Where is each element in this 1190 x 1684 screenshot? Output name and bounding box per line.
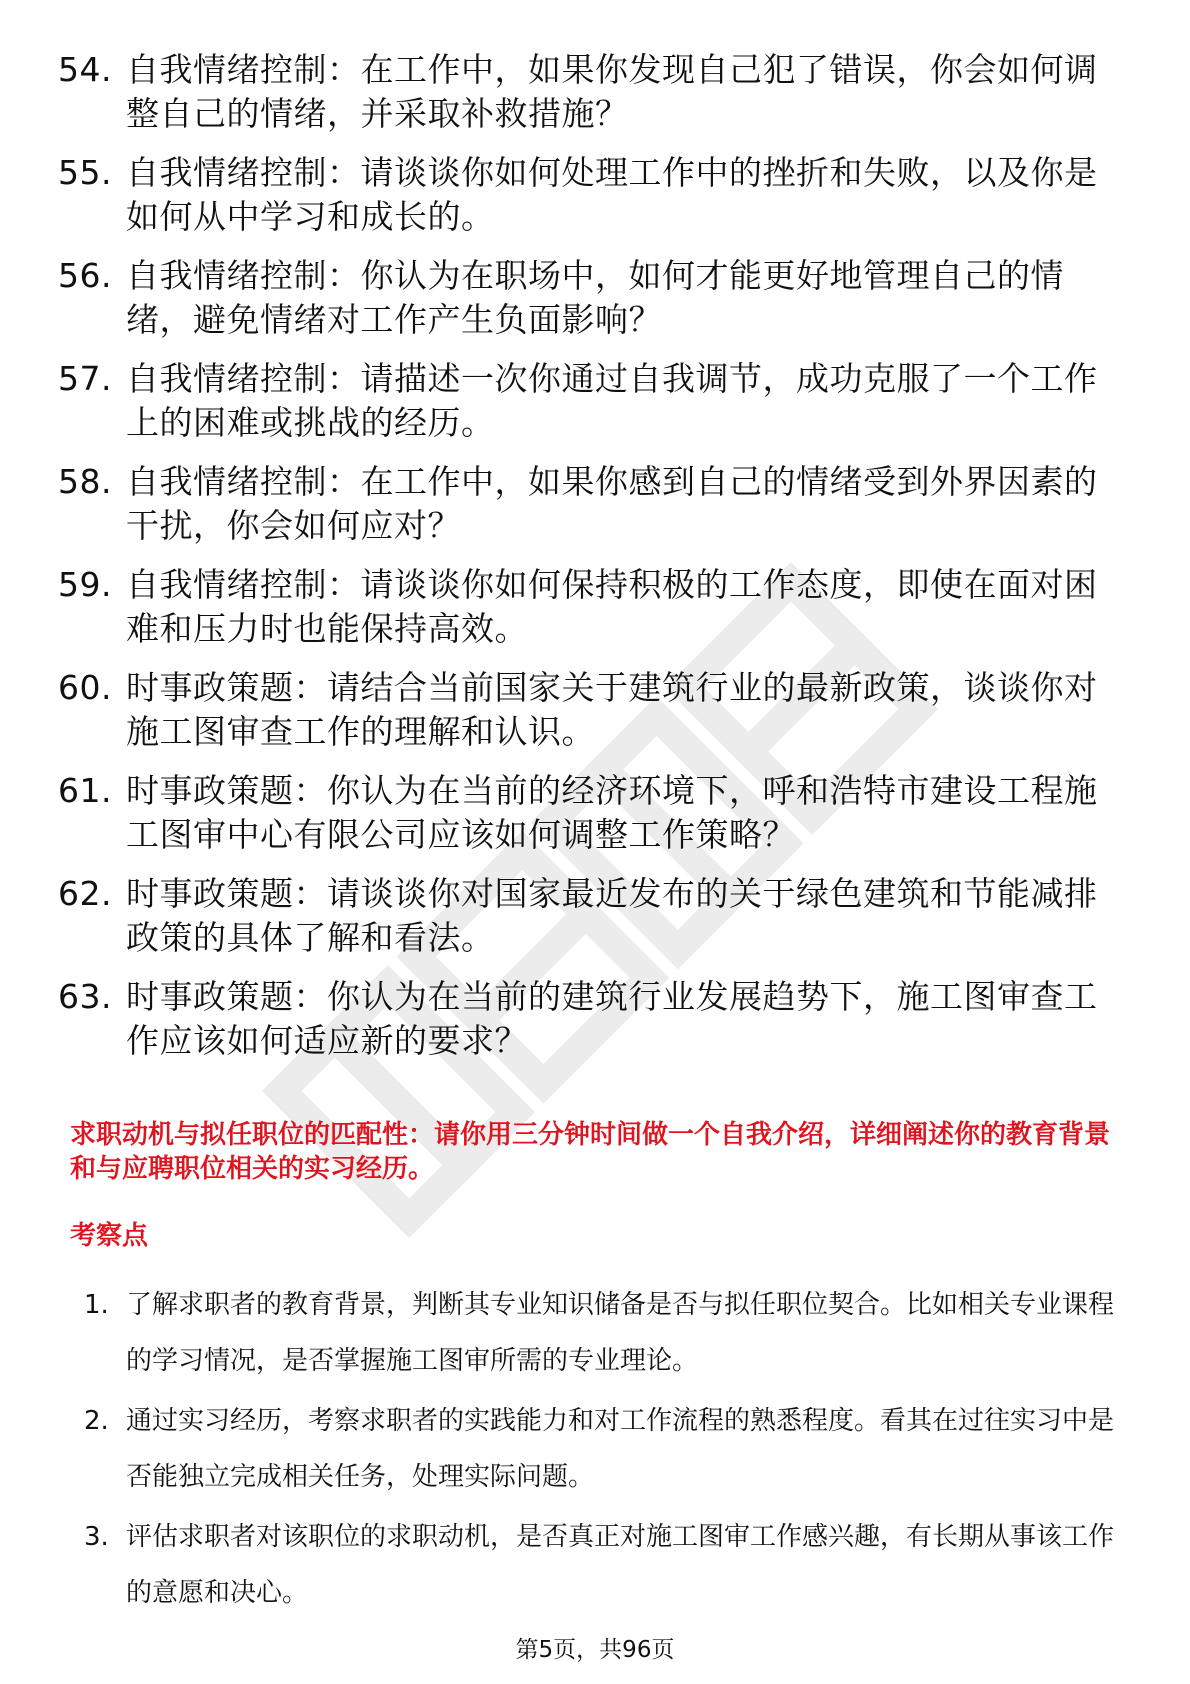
- question-number: 55.: [58, 153, 112, 192]
- page-number-footer: 第5页，共96页: [515, 1637, 675, 1663]
- question-item: [58, 151, 1128, 239]
- question-text: 自我情绪控制：在工作中，如果你感到自己的情绪受到外界因素的干扰，你会如何应对？: [126, 462, 1098, 545]
- point-text: 通过实习经历，考察求职者的实践能力和对工作流程的熟悉程度。看其在过往实习中是否能独立完成相关任务，处理实际问题。: [126, 1406, 1115, 1492]
- question-text: 时事政策题：你认为在当前的建筑行业发展趋势下，施工图审查工作应该如何适应新的要求？: [126, 977, 1098, 1060]
- question-item: [58, 872, 1128, 960]
- assessment-points-list: [84, 1277, 1124, 1625]
- question-text: 时事政策题：你认为在当前的经济环境下，呼和浩特市建设工程施工图审中心有限公司应该如何调整工作策略？: [126, 771, 1098, 854]
- question-number: 60.: [58, 668, 112, 707]
- point-number: 2.: [84, 1406, 109, 1436]
- question-text: 自我情绪控制：请描述一次你通过自我调节，成功克服了一个工作上的困难或挑战的经历。: [126, 359, 1098, 442]
- question-item: [58, 460, 1128, 548]
- question-number: 58.: [58, 462, 112, 501]
- section-heading: 求职动机与拟任职位的匹配性：请你用三分钟时间做一个自我介绍，详细阐述你的教育背景和与应聘职位相关的实习经历。: [70, 1120, 1111, 1184]
- question-number: 62.: [58, 874, 112, 913]
- question-item: [58, 769, 1128, 857]
- question-number: 56.: [58, 256, 112, 295]
- point-text: 评估求职者对该职位的求职动机，是否真正对施工图审工作感兴趣，有长期从事该工作的意愿和决心。: [126, 1522, 1115, 1608]
- question-text: 自我情绪控制：请谈谈你如何处理工作中的挫折和失败，以及你是如何从中学习和成长的。: [126, 153, 1098, 236]
- question-list: [58, 48, 1128, 1078]
- question-item: [58, 975, 1128, 1063]
- question-text: 自我情绪控制：请谈谈你如何保持积极的工作态度，即使在面对困难和压力时也能保持高效。: [126, 565, 1098, 648]
- point-number: 1.: [84, 1290, 109, 1320]
- question-item: [58, 666, 1128, 754]
- assessment-point: [84, 1277, 1124, 1389]
- question-item: [58, 563, 1128, 651]
- question-text: 自我情绪控制：在工作中，如果你发现自己犯了错误，你会如何调整自己的情绪，并采取补救措施？: [126, 50, 1098, 133]
- question-number: 61.: [58, 771, 112, 810]
- question-item: [58, 48, 1128, 136]
- point-text: 了解求职者的教育背景，判断其专业知识储备是否与拟任职位契合。比如相关专业课程的学习情况，是否掌握施工图审所需的专业理论。: [126, 1290, 1115, 1376]
- question-number: 57.: [58, 359, 112, 398]
- question-number: 54.: [58, 50, 112, 89]
- question-item: [58, 357, 1128, 445]
- point-number: 3.: [84, 1522, 109, 1552]
- question-item: [58, 254, 1128, 342]
- question-text: 时事政策题：请谈谈你对国家最近发布的关于绿色建筑和节能减排政策的具体了解和看法。: [126, 874, 1098, 957]
- question-number: 63.: [58, 977, 112, 1016]
- question-text: 自我情绪控制：你认为在职场中，如何才能更好地管理自己的情绪，避免情绪对工作产生负面影响？: [126, 256, 1064, 339]
- question-number: 59.: [58, 565, 112, 604]
- assessment-point: [84, 1509, 1124, 1621]
- question-text: 时事政策题：请结合当前国家关于建筑行业的最新政策，谈谈你对施工图审查工作的理解和认识。: [126, 668, 1098, 751]
- assessment-points-heading: 考察点: [70, 1221, 149, 1251]
- assessment-point: [84, 1393, 1124, 1505]
